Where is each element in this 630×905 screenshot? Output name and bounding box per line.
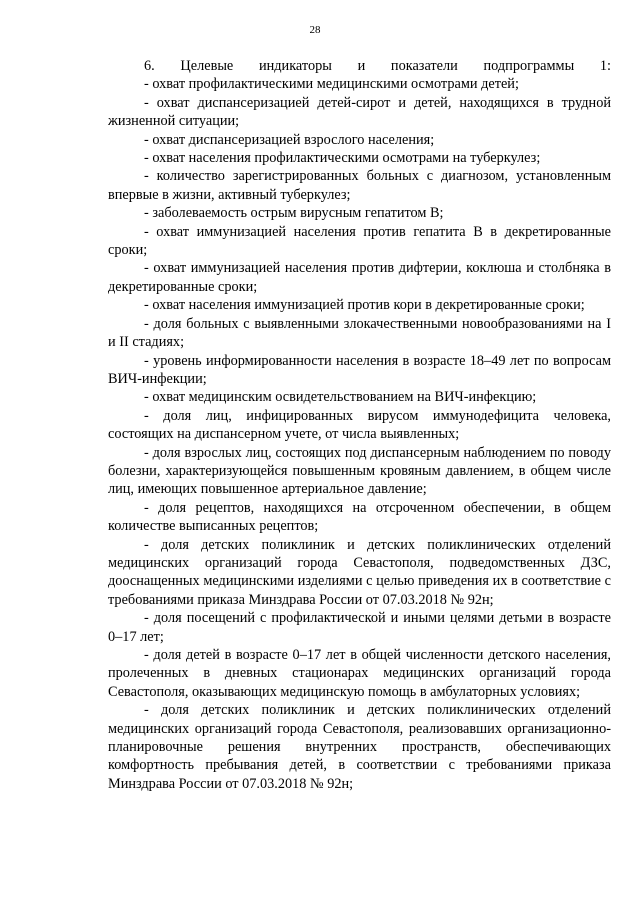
- list-item: - охват диспансеризацией детей-сирот и детей, находящихся в трудной жизненной ситуации;: [108, 94, 611, 130]
- list-item: - заболеваемость острым вирусным гепатитом В;: [144, 205, 444, 222]
- list-item: - охват иммунизацией населения против дифтерии, коклюша и столбняка в декретированные сроки;: [108, 260, 611, 295]
- list-item: - охват населения профилактическими осмотрами на туберкулез;: [144, 150, 541, 167]
- list-item: - уровень информированности населения в возрасте 18–49 лет по вопросам ВИЧ-инфекции;: [108, 352, 611, 387]
- list-item: - доля детских поликлиник и детских поликлинических отделений медицинских организаций города Севастополя, подведомственных ДЗС, дооснащенных медицинскими изделиями с целью приведения их в соответствие с требованиями приказа Минздрава России от 07.03.2018 № 92н;: [108, 536, 611, 608]
- list-item: - доля посещений с профилактической и иными целями детьми в возрасте 0–17 лет;: [108, 610, 611, 645]
- list-item: - доля детей в возрасте 0–17 лет в общей численности детского населения, пролеченных в дневных стационарах медицинских организаций города Севастополя, оказывающих медицинскую помощь в амбулаторных условиях;: [108, 647, 611, 700]
- list-item: - охват населения иммунизацией против кори в декретированные сроки;: [144, 297, 585, 314]
- list-item: - доля больных с выявленными злокачественными новообразованиями на I и II стадиях;: [108, 315, 611, 351]
- list-item: - охват диспансеризацией взрослого населения;: [144, 131, 435, 148]
- list-item: - охват профилактическими медицинскими осмотрами детей;: [144, 76, 519, 93]
- list-item: - доля детских поликлиник и детских поликлинических отделений медицинских организаций города Севастополя, реализовавших организационно-планировочные решения внутренних пространств, обеспечивающих комфортность пребывания детей, в соответствии с требованиями приказа Минздрава России от 07.03.2018 № 92н;: [108, 702, 611, 792]
- document-body: [108, 57, 611, 793]
- section-heading: 6. Целевые индикаторы и показатели подпрограммы 1:: [144, 58, 611, 74]
- list-item: - охват иммунизацией населения против гепатита В в декретированные сроки;: [108, 223, 611, 259]
- list-item: - доля рецептов, находящихся на отсроченном обеспечении, в общем количестве выписанных рецептов;: [108, 499, 611, 535]
- list-item: - доля лиц, инфицированных вирусом иммунодефицита человека, состоящих на диспансерном учете, от числа выявленных;: [108, 407, 611, 443]
- list-item: - доля взрослых лиц, состоящих под диспансерным наблюдением по поводу болезни, характеризующейся повышенным кровяным давлением, в общем числе лиц, имеющих повышенное артериальное давление;: [108, 444, 611, 498]
- page-number: 28: [309, 24, 321, 36]
- list-item: - количество зарегистрированных больных с диагнозом, установленным впервые в жизни, активный туберкулез;: [108, 168, 611, 203]
- list-item: - охват медицинским освидетельствованием на ВИЧ-инфекцию;: [144, 389, 537, 406]
